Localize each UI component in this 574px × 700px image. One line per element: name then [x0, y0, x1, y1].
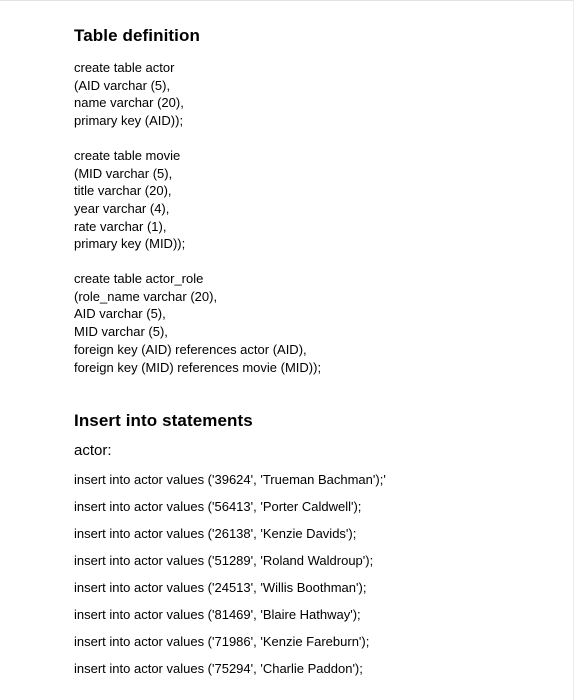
- insert-statement: insert into actor values ('71986', 'Kenzie Fareburn');: [74, 634, 370, 650]
- insert-statement: insert into actor values ('75294', 'Charlie Paddon');: [74, 661, 363, 677]
- sql-line: foreign key (MID) references movie (MID));: [74, 359, 322, 375]
- sql-line: name varchar (20),: [74, 95, 184, 111]
- actor-insert-list: [74, 471, 554, 677]
- sql-line: create table movie: [74, 147, 181, 163]
- sql-line: (role_name varchar (20),: [74, 288, 218, 304]
- sql-line: foreign key (AID) references actor (AID),: [74, 341, 307, 357]
- create-actor-role-block: [74, 270, 554, 376]
- sql-line: primary key (MID));: [74, 236, 186, 252]
- create-movie-block: [74, 147, 554, 253]
- sql-line: rate varchar (1),: [74, 218, 167, 234]
- sql-line: create table actor: [74, 60, 175, 75]
- insert-statement: insert into actor values ('81469', 'Blaire Hathway');: [74, 607, 361, 623]
- table-definition-heading: Table definition: [74, 26, 200, 45]
- insert-statement: insert into actor values ('26138', 'Kenzie Davids');: [74, 526, 357, 542]
- insert-statement: insert into actor values ('51289', 'Roland Waldroup');: [74, 553, 374, 569]
- insert-statement: insert into actor values ('56413', 'Porter Caldwell');: [74, 499, 362, 515]
- sql-line: (MID varchar (5),: [74, 165, 173, 181]
- sql-line: AID varchar (5),: [74, 306, 166, 322]
- insert-statement: insert into actor values ('24513', 'Willis Boothman');: [74, 580, 367, 596]
- sql-line: (AID varchar (5),: [74, 77, 171, 93]
- sql-line: title varchar (20),: [74, 183, 172, 199]
- create-actor-block: [74, 59, 554, 130]
- document-content: [74, 25, 554, 677]
- actor-label: actor:: [74, 442, 112, 460]
- sql-line: create table actor_role: [74, 271, 204, 287]
- sql-line: year varchar (4),: [74, 200, 170, 216]
- insert-statement: insert into actor values ('39624', 'Trueman Bachman');': [74, 472, 386, 488]
- insert-statements-heading: Insert into statements: [74, 411, 253, 431]
- sql-line: MID varchar (5),: [74, 324, 168, 340]
- sql-line: primary key (AID));: [74, 113, 184, 129]
